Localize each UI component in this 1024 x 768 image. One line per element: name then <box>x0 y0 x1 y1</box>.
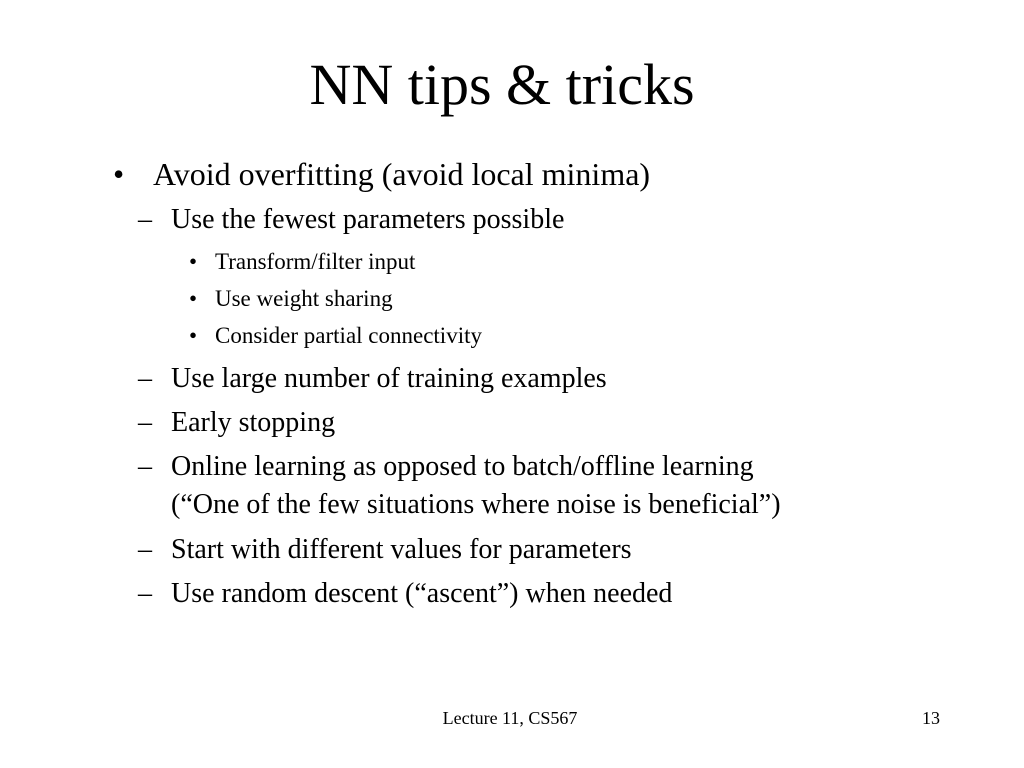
sub-sub-item: Consider partial connectivity <box>215 323 482 348</box>
dash-marker: – <box>138 204 152 235</box>
sub-item: Online learning as opposed to batch/offline learning <box>171 451 754 482</box>
sub-bullet-marker: • <box>189 323 198 348</box>
bullet-marker: • <box>113 156 125 192</box>
sub-item: Use the fewest parameters possible <box>171 204 565 235</box>
sub-item: Early stopping <box>171 407 336 438</box>
sub-bullet-marker: • <box>189 286 198 311</box>
sub-item: Use random descent (“ascent”) when needed <box>171 578 673 609</box>
footer-lecture-label: Lecture 11, CS567 <box>442 708 578 728</box>
dash-marker: – <box>138 451 152 482</box>
sub-item: Use large number of training examples <box>171 363 607 394</box>
dash-marker: – <box>138 407 152 438</box>
bullet-item: Avoid overfitting (avoid local minima) <box>153 156 651 192</box>
page-number: 13 <box>922 708 940 728</box>
sub-sub-item: Use weight sharing <box>215 286 393 311</box>
sub-sub-item: Transform/filter input <box>215 249 416 274</box>
sub-item: Start with different values for parameters <box>171 534 632 565</box>
dash-marker: – <box>138 363 152 394</box>
sub-item-continuation: (“One of the few situations where noise is beneficial”) <box>171 489 781 520</box>
dash-marker: – <box>138 578 152 609</box>
dash-marker: – <box>138 534 152 565</box>
sub-bullet-marker: • <box>189 249 198 274</box>
slide-title: NN tips & tricks <box>309 52 695 117</box>
